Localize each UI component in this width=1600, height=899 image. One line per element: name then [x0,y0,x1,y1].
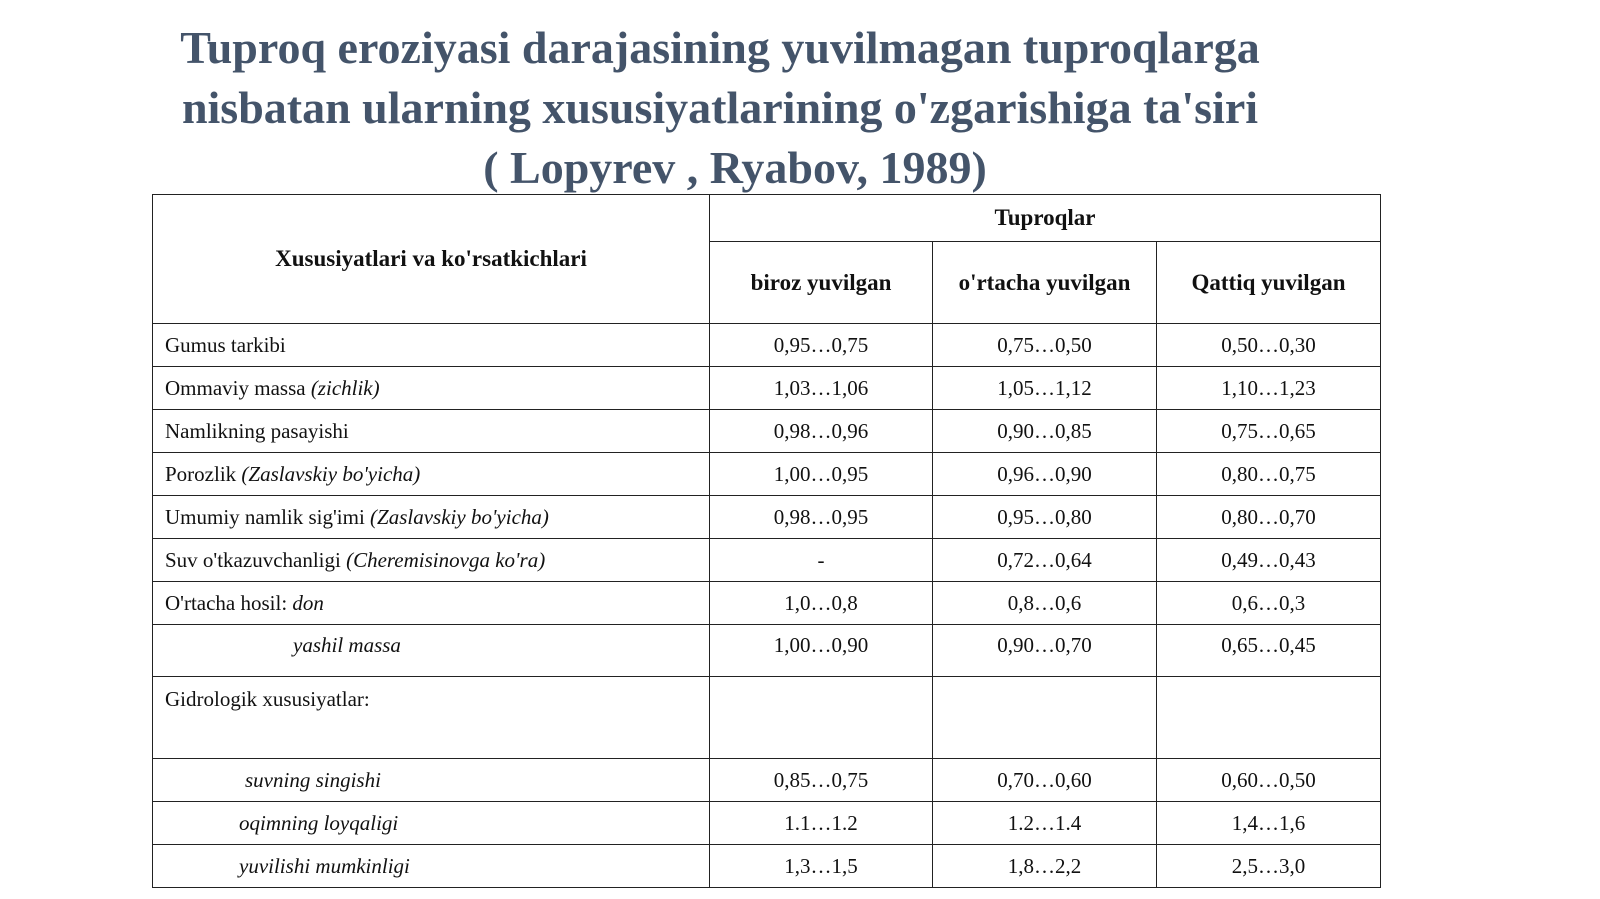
cell: 0,70…0,60 [933,759,1157,802]
title-line-1: Tuproq eroziyasi darajasining yuvilmagan tuproqlarga [180,22,1260,73]
cell: 0,6…0,3 [1157,582,1381,625]
title-line-3: ( Lopyrev , Ryabov, 1989) [483,142,987,193]
cell: 1,03…1,06 [710,367,933,410]
row-label: Porozlik (Zaslavskiy bo'yicha) [153,453,710,496]
cell: 0,80…0,70 [1157,496,1381,539]
table-row [153,625,1381,677]
cell: 0,96…0,90 [933,453,1157,496]
row-label: Umumiy namlik sig'imi (Zaslavskiy bo'yicha) [153,496,710,539]
cell: 0,75…0,50 [933,324,1157,367]
cell: 0,60…0,50 [1157,759,1381,802]
cell: 0,72…0,64 [933,539,1157,582]
cell: 1,00…0,95 [710,453,933,496]
table-row [153,410,1381,453]
row-label: Ommaviy massa (zichlik) [153,367,710,410]
table-row [153,367,1381,410]
table-row [153,582,1381,625]
row-label: yashil massa [153,625,710,677]
header-properties: Xususiyatlari va ko'rsatkichlari [153,195,710,324]
cell: 1.2…1.4 [933,802,1157,845]
row-label: yuvilishi mumkinligi [153,845,710,888]
cell: - [710,539,933,582]
cell: 0,49…0,43 [1157,539,1381,582]
cell: 0,65…0,45 [1157,625,1381,677]
cell: 1,00…0,90 [710,625,933,677]
cell: 0,98…0,96 [710,410,933,453]
table-row [153,496,1381,539]
row-label: Gumus tarkibi [153,324,710,367]
cell: 0,75…0,65 [1157,410,1381,453]
slide-title [0,18,1440,198]
cell: 1,05…1,12 [933,367,1157,410]
cell: 0,90…0,70 [933,625,1157,677]
cell: 1,4…1,6 [1157,802,1381,845]
cell: 1,0…0,8 [710,582,933,625]
row-label: suvning singishi [153,759,710,802]
title-line-2: nisbatan ularning xususiyatlarining o'zgarishiga ta'siri [181,82,1259,133]
cell: 1,3…1,5 [710,845,933,888]
header-col-moderate: o'rtacha yuvilgan [933,242,1157,324]
table-row [153,453,1381,496]
table-row [153,802,1381,845]
row-label: oqimning loyqaligi [153,802,710,845]
row-label: O'rtacha hosil: don [153,582,710,625]
header-col-severe: Qattiq yuvilgan [1157,242,1381,324]
table-row [153,845,1381,888]
header-soils: Tuproqlar [710,195,1381,242]
cell: 0,98…0,95 [710,496,933,539]
cell: 2,5…3,0 [1157,845,1381,888]
table-row [153,677,1381,759]
cell [710,677,933,759]
table-row [153,539,1381,582]
erosion-properties-table [152,194,1381,888]
table-row [153,324,1381,367]
row-label: Gidrologik xususiyatlar: [153,677,710,759]
cell [933,677,1157,759]
cell: 0,95…0,80 [933,496,1157,539]
table-row [153,759,1381,802]
cell: 1,8…2,2 [933,845,1157,888]
cell [1157,677,1381,759]
cell: 0,95…0,75 [710,324,933,367]
cell: 0,80…0,75 [1157,453,1381,496]
cell: 0,90…0,85 [933,410,1157,453]
cell: 0,50…0,30 [1157,324,1381,367]
cell: 0,85…0,75 [710,759,933,802]
cell: 1,10…1,23 [1157,367,1381,410]
row-label: Suv o'tkazuvchanligi (Cheremisinovga ko'ra) [153,539,710,582]
cell: 1.1…1.2 [710,802,933,845]
cell: 0,8…0,6 [933,582,1157,625]
header-col-slight: biroz yuvilgan [710,242,933,324]
row-label: Namlikning pasayishi [153,410,710,453]
